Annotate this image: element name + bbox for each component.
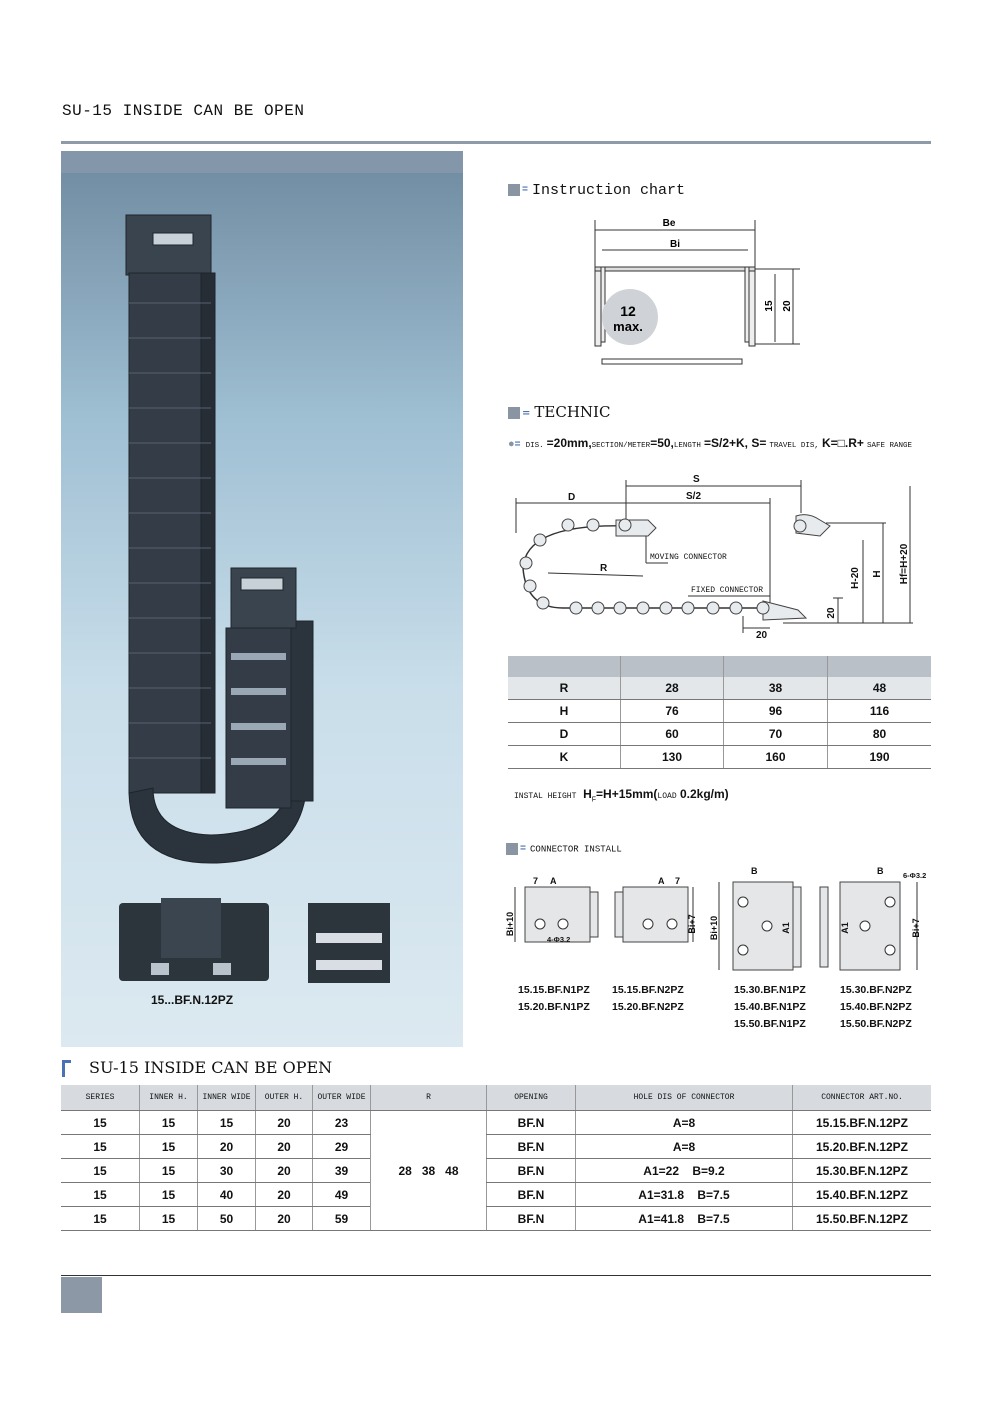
- table-cell: 40: [198, 1183, 256, 1207]
- connector-group-2: [612, 984, 684, 1013]
- table-cell: 29: [313, 1135, 371, 1159]
- table-cell: 76: [621, 700, 724, 723]
- table-cell: 116: [828, 700, 932, 723]
- spec-title: SU-15 INSIDE CAN BE OPEN: [89, 1058, 333, 1077]
- table-cell: 15.30.BF.N.12PZ: [793, 1159, 932, 1183]
- table-row: [61, 1183, 931, 1207]
- label-a1-right: A1: [840, 922, 850, 934]
- table-cell: H: [508, 700, 621, 723]
- table-cell: 15: [140, 1159, 198, 1183]
- table-row: [61, 1159, 931, 1183]
- label-bi10-right: Bi+10: [709, 915, 719, 941]
- r-values-cell: 28 38 48: [371, 1111, 487, 1231]
- table-cell: 15.50.BF.N.12PZ: [793, 1207, 932, 1231]
- connector-heading: [506, 843, 622, 855]
- section-square-icon: [506, 843, 518, 855]
- table-cell: 38: [724, 677, 828, 700]
- table-cell: A1=41.8 B=7.5: [576, 1207, 793, 1231]
- table-cell: 160: [724, 746, 828, 769]
- table-cell: 28: [621, 677, 724, 700]
- label-max-num: 12: [620, 303, 636, 319]
- label-s: S: [693, 474, 700, 485]
- technic-title: TECHNIC: [534, 403, 611, 421]
- formula-part: =S/2+K, S=: [703, 436, 767, 450]
- formula-part: DIS.: [525, 442, 544, 450]
- connector-part-label: 15.15.BF.N2PZ: [612, 984, 684, 996]
- table-cell: A1=22 B=9.2: [576, 1159, 793, 1183]
- table-cell: 15: [61, 1183, 140, 1207]
- table-cell: [724, 656, 828, 677]
- table-cell: 15: [140, 1111, 198, 1135]
- column-header: OPENING: [487, 1085, 576, 1111]
- table-header-row: [61, 1085, 931, 1111]
- table-cell: 190: [828, 746, 932, 769]
- photo-header-band: [61, 151, 463, 173]
- technic-heading: [508, 403, 610, 421]
- label-hole-4: 4-Φ3.2: [547, 935, 571, 944]
- table-cell: 15.20.BF.N.12PZ: [793, 1135, 932, 1159]
- connector-install-diagram: [505, 862, 935, 982]
- instruction-heading: [508, 182, 685, 199]
- table-row: [61, 1111, 931, 1135]
- label-h: H: [872, 570, 883, 578]
- page-title: SU-15 INSIDE CAN BE OPEN: [62, 102, 305, 120]
- label-15: 15: [764, 300, 775, 312]
- table-cell: 15.15.BF.N.12PZ: [793, 1111, 932, 1135]
- instruction-chart-diagram: [585, 212, 805, 372]
- table-cell: A=8: [576, 1135, 793, 1159]
- formula-part: TRAVEL DIS,: [769, 442, 819, 450]
- table-cell: 20: [256, 1111, 313, 1135]
- label-d: D: [568, 492, 576, 503]
- section-equals-icon: =: [520, 843, 527, 855]
- formula-part: =50,: [650, 436, 674, 450]
- table-cell: 39: [313, 1159, 371, 1183]
- install-height-note: [514, 787, 729, 803]
- label-max-text: max.: [613, 319, 643, 334]
- label-b-right: B: [877, 866, 884, 876]
- label-bi7-right: Bi+7: [911, 918, 921, 938]
- connector-part-label: 15.40.BF.N2PZ: [840, 1001, 912, 1013]
- label-h20: H-20: [850, 567, 861, 589]
- spec-heading: [62, 1058, 332, 1077]
- table-cell: D: [508, 723, 621, 746]
- table-cell: [828, 656, 932, 677]
- table-cell: [621, 656, 724, 677]
- footer-block: [61, 1277, 102, 1313]
- table-cell: 20: [198, 1135, 256, 1159]
- table-cell: 20: [256, 1135, 313, 1159]
- dimension-table: [508, 656, 931, 769]
- table-cell: A1=31.8 B=7.5: [576, 1183, 793, 1207]
- table-cell: 50: [198, 1207, 256, 1231]
- formula-part: K=□.R+: [821, 436, 864, 450]
- connector-group-1: [518, 984, 590, 1013]
- connector-group-3: [734, 984, 806, 1030]
- table-cell: BF.N: [487, 1135, 576, 1159]
- table-cell: BF.N: [487, 1159, 576, 1183]
- column-header: HOLE DIS OF CONNECTOR: [576, 1085, 793, 1111]
- table-cell: BF.N: [487, 1111, 576, 1135]
- label-bi7-left: Bi+7: [687, 914, 697, 934]
- install-height-sub: F: [591, 796, 597, 804]
- table-cell: 15: [61, 1111, 140, 1135]
- table-cell: 60: [621, 723, 724, 746]
- label-b-left: B: [751, 866, 758, 876]
- table-cell: 70: [724, 723, 828, 746]
- label-bi: Bi: [670, 239, 680, 250]
- column-header: SERIES: [61, 1085, 140, 1111]
- table-cell: [508, 656, 621, 677]
- column-header: OUTER H.: [256, 1085, 313, 1111]
- label-side-20: 20: [826, 607, 837, 619]
- column-header: R: [371, 1085, 487, 1111]
- label-a1-left: A1: [781, 922, 791, 934]
- table-cell: 20: [256, 1183, 313, 1207]
- install-height-label: INSTAL HEIGHT: [514, 792, 577, 801]
- table-cell: 20: [256, 1207, 313, 1231]
- table-row: [508, 746, 931, 769]
- table-row: [61, 1135, 931, 1159]
- section-square-icon: [508, 407, 520, 419]
- label-fixed-connector: FIXED CONNECTOR: [691, 586, 764, 595]
- column-header: INNER H.: [140, 1085, 198, 1111]
- label-7-left: 7: [533, 876, 539, 886]
- formula-part: SECTION/METER: [591, 442, 651, 450]
- column-header: OUTER WIDE: [313, 1085, 371, 1111]
- table-cell: 30: [198, 1159, 256, 1183]
- table-row: [61, 1207, 931, 1231]
- table-row: [508, 700, 931, 723]
- table-cell: A=8: [576, 1111, 793, 1135]
- table-cell: R: [508, 677, 621, 700]
- label-20: 20: [782, 300, 793, 312]
- table-cell: BF.N: [487, 1207, 576, 1231]
- connector-group-4: [840, 984, 912, 1030]
- label-bi10-left: Bi+10: [505, 911, 515, 937]
- install-height-rest: =H+15mm(: [596, 787, 658, 801]
- top-divider: [61, 141, 931, 144]
- section-square-icon: [508, 184, 520, 196]
- column-header: CONNECTOR ART.NO.: [793, 1085, 932, 1111]
- table-cell: 15: [198, 1111, 256, 1135]
- table-cell: K: [508, 746, 621, 769]
- connector-part-label: 15.30.BF.N1PZ: [734, 984, 806, 996]
- install-height-load-label: LOAD: [657, 792, 677, 801]
- formula-part: =20mm,: [546, 436, 592, 450]
- label-7-right: 7: [675, 876, 681, 886]
- column-header: INNER WIDE: [198, 1085, 256, 1111]
- connector-part-label: 15.50.BF.N2PZ: [840, 1018, 912, 1030]
- instruction-title: Instruction chart: [532, 182, 686, 199]
- table-cell: 59: [313, 1207, 371, 1231]
- label-a-left: A: [550, 876, 557, 886]
- table-row: [508, 723, 931, 746]
- table-cell: 48: [828, 677, 932, 700]
- label-r: R: [600, 563, 608, 574]
- label-hf: Hf=H+20: [899, 543, 910, 585]
- table-cell: 15: [140, 1135, 198, 1159]
- spec-table: [61, 1085, 931, 1231]
- label-bottom-20: 20: [756, 630, 768, 641]
- table-cell: 15: [140, 1207, 198, 1231]
- connector-part-label: 15.30.BF.N2PZ: [840, 984, 912, 996]
- label-s2: S/2: [686, 491, 702, 502]
- table-cell: 80: [828, 723, 932, 746]
- connector-part-label: 15.20.BF.N2PZ: [612, 1001, 684, 1013]
- connector-part-label: 15.15.BF.N1PZ: [518, 984, 590, 996]
- formula-part: LENGTH: [673, 442, 701, 450]
- section-equals-icon: =: [514, 438, 521, 450]
- connector-part-label: 15.50.BF.N1PZ: [734, 1018, 806, 1030]
- formula-part: SAFE RANGE: [866, 442, 912, 450]
- connector-title: CONNECTOR INSTALL: [530, 844, 622, 855]
- footer-divider: [61, 1275, 931, 1276]
- table-cell: 23: [313, 1111, 371, 1135]
- table-cell: BF.N: [487, 1183, 576, 1207]
- table-cell: 15: [61, 1159, 140, 1183]
- table-cell: 15.40.BF.N.12PZ: [793, 1183, 932, 1207]
- bracket-icon: [62, 1060, 71, 1077]
- table-row: [508, 677, 931, 700]
- table-header-row: [508, 656, 931, 677]
- table-cell: 130: [621, 746, 724, 769]
- table-cell: 15: [61, 1135, 140, 1159]
- table-cell: 49: [313, 1183, 371, 1207]
- label-a-right: A: [658, 876, 665, 886]
- technic-formula: [508, 436, 912, 450]
- section-equals-icon: =: [522, 184, 529, 196]
- bullet-icon: ●: [508, 438, 515, 450]
- table-cell: 96: [724, 700, 828, 723]
- section-equals-icon: =: [522, 407, 531, 419]
- table-cell: 15: [140, 1183, 198, 1207]
- table-cell: 15: [61, 1207, 140, 1231]
- label-hole-6: 6-Φ3.2: [903, 871, 927, 880]
- label-moving-connector: MOVING CONNECTOR: [650, 553, 727, 562]
- connector-part-label: 15.40.BF.N1PZ: [734, 1001, 806, 1013]
- table-cell: 20: [256, 1159, 313, 1183]
- connector-part-label: 15.20.BF.N1PZ: [518, 1001, 590, 1013]
- label-be: Be: [662, 218, 676, 229]
- cable-chain-illustration: [61, 173, 463, 1047]
- install-height-load: 0.2kg/m): [679, 787, 729, 801]
- technic-diagram: [508, 468, 931, 648]
- product-photo: [61, 151, 463, 1047]
- photo-caption: 15...BF.N.12PZ: [151, 993, 234, 1007]
- install-height-h: H: [583, 787, 592, 801]
